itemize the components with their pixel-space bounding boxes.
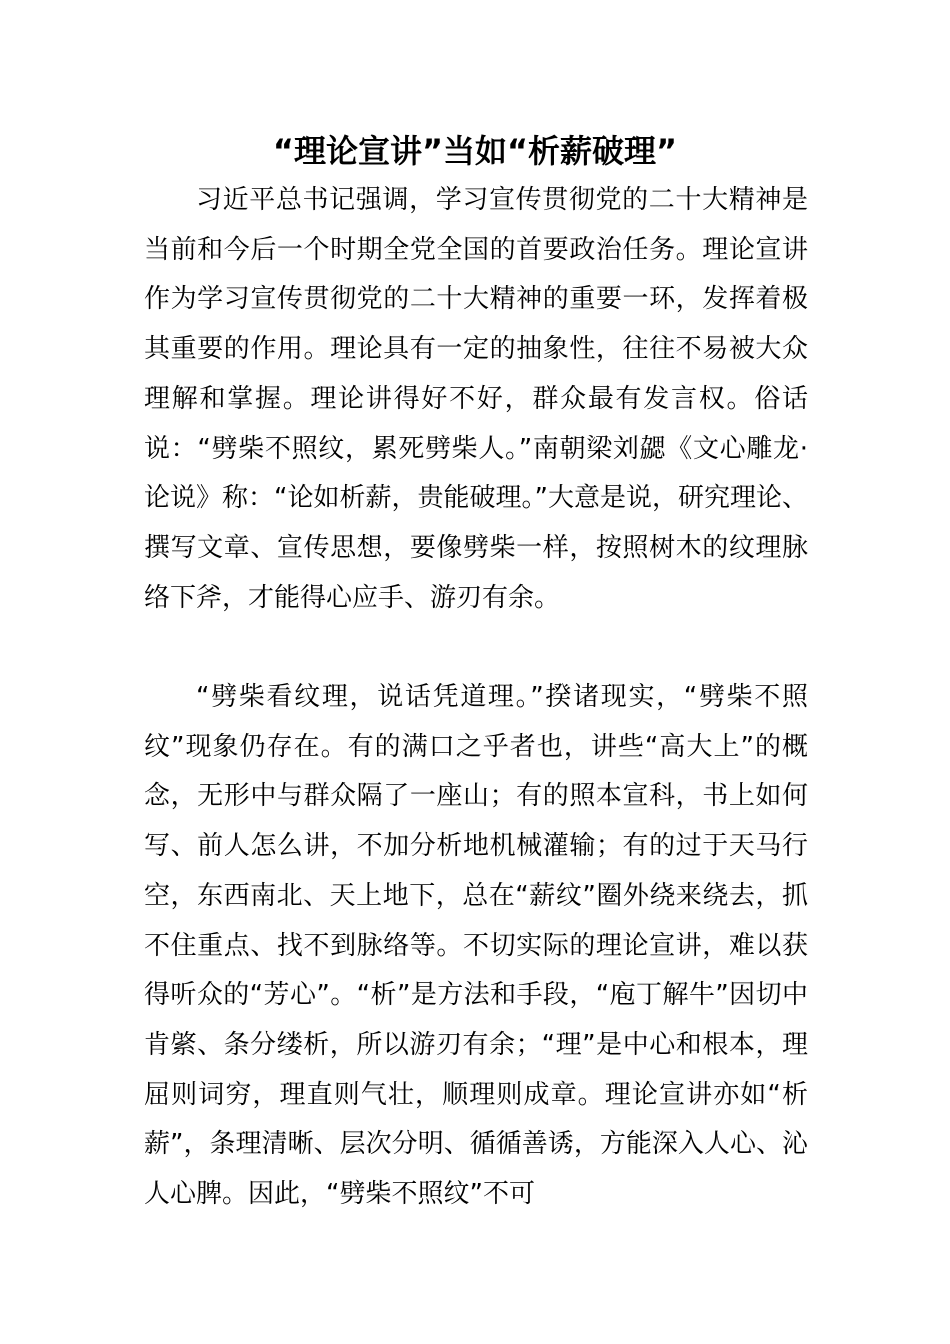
paragraph-1: 习近平总书记强调，学习宣传贯彻党的二十大精神是当前和今后一个时期全党全国的首要政治任务。理论宣讲作为学习宣传贯彻党的二十大精神的重要一环，发挥着极其重要的作用。理论具有一定的抽象性，往往不易被大众理解和掌握。理论讲得好不好，群众最有发言权。俗话说：“劈柴不照纹，累死劈柴人。”南朝梁刘勰《文心雕龙·论说》称：“论如析薪，贵能破理。”大意是说，研究理论、撰写文章、宣传思想，要像劈柴一样，按照树木的纹理脉络下斧，才能得心应手、游刃有余。 — [144, 185, 808, 613]
document-title: “理论宣讲”当如“析薪破理” — [272, 132, 678, 170]
paragraph-2: “劈柴看纹理，说话凭道理。”揆诸现实，“劈柴不照纹”现象仍存在。有的满口之乎者也，讲些“高大上”的概念，无形中与群众隔了一座山；有的照本宣科，书上如何写、前人怎么讲，不加分析地机械灌输；有的过于天马行空，东西南北、天上地下，总在“薪纹”圈外绕来绕去，抓不住重点、找不到脉络等。不切实际的理论宣讲，难以获得听众的“芳心”。“析”是方法和手段，“庖丁解牛”因切中肯綮、条分缕析，所以游刃有余；“理”是中心和根本，理屈则词穷，理直则气壮，顺理则成章。理论宣讲亦如“析薪”，条理清晰、层次分明、循循善诱，方能深入人心、沁人心脾。因此，“劈柴不照纹”不可 — [144, 682, 808, 1210]
